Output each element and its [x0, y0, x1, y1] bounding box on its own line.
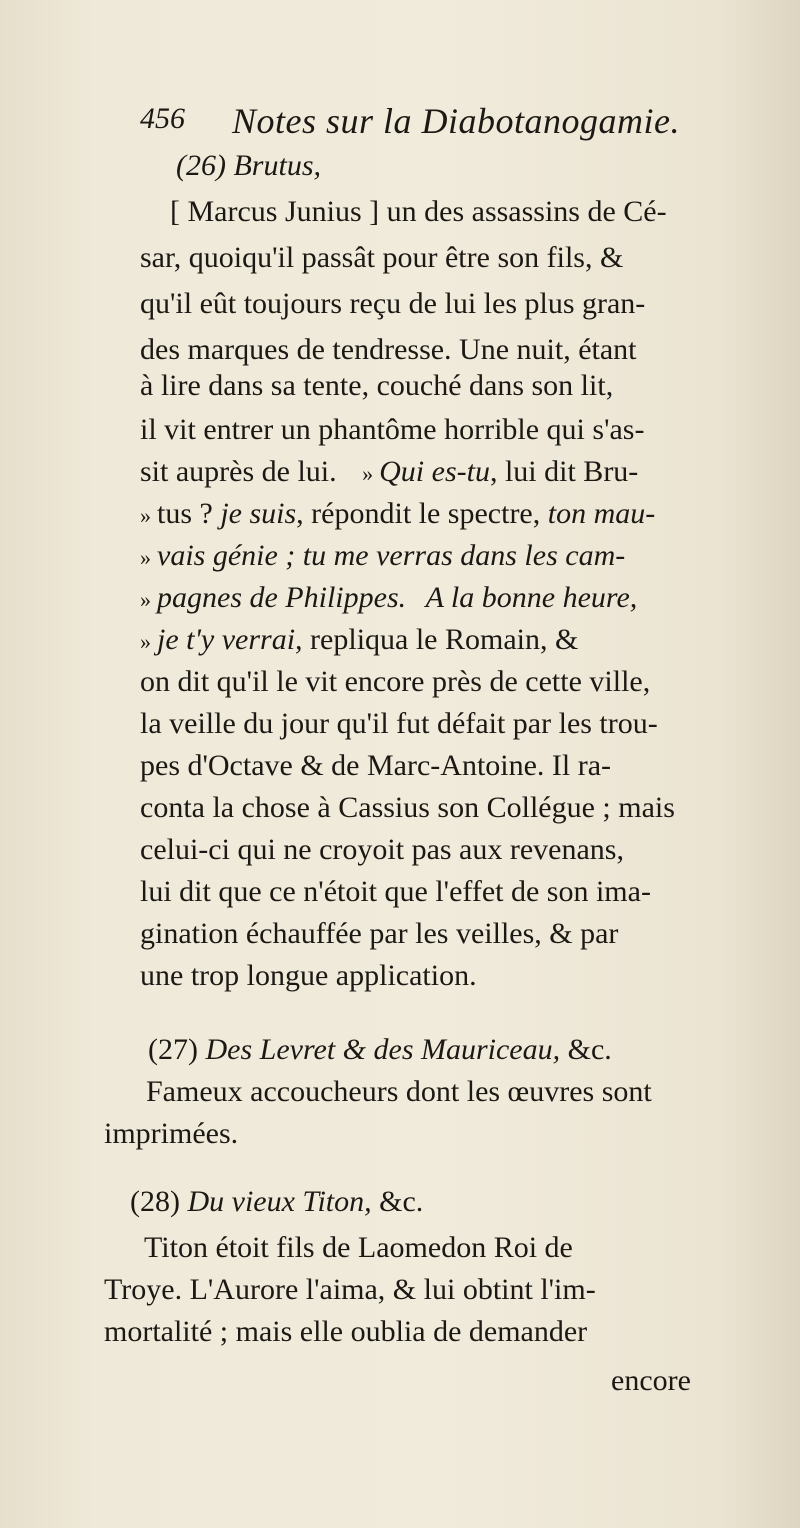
- text-line: lui dit que ce n'étoit que l'effet de son ima-: [140, 875, 651, 908]
- text-line: la veille du jour qu'il fut défait par les trou-: [140, 707, 658, 740]
- text-line: [ Marcus Junius ] un des assassins de Cé-: [170, 195, 667, 228]
- text-line: mortalité ; mais elle oublia de demander: [104, 1315, 588, 1348]
- text-line: Troye. L'Aurore l'aima, & lui obtint l'im-: [104, 1273, 596, 1306]
- text-line: [140, 578, 637, 620]
- quote-mark: »: [362, 461, 374, 486]
- text-line: une trop longue application.: [140, 959, 477, 992]
- text-run-italic: je t'y verrai,: [157, 623, 303, 656]
- text-run-italic: A la bonne heure,: [425, 581, 638, 614]
- running-title: Notes sur la Diabotanogamie.: [232, 101, 681, 141]
- text-line: [140, 452, 638, 494]
- text-run: repliqua le Romain, &: [310, 623, 579, 656]
- text-line: Fameux accoucheurs dont les œuvres sont: [146, 1075, 652, 1108]
- note-26-heading: (26) Brutus,: [176, 149, 321, 182]
- note-number: (27): [148, 1033, 198, 1066]
- text-line: Titon étoit fils de Laomedon Roi de: [144, 1231, 573, 1264]
- text-line: sar, quoiqu'il passât pour être son fils, &: [140, 241, 624, 274]
- text-run-italic: je suis: [220, 497, 297, 530]
- page-number: 456: [140, 102, 185, 135]
- text-line: on dit qu'il le vit encore près de cette ville,: [140, 665, 651, 698]
- text-line: il vit entrer un phantôme horrible qui s'as-: [140, 413, 645, 446]
- page-header: [140, 100, 740, 144]
- quote-mark: »: [140, 503, 151, 528]
- note-etc: &c.: [379, 1185, 424, 1218]
- text-line: [140, 620, 578, 662]
- text-line: [140, 494, 655, 536]
- text-line: conta la chose à Cassius son Collégue ; mais: [140, 791, 675, 824]
- quote-mark: »: [140, 545, 151, 570]
- catchword: encore: [611, 1364, 691, 1397]
- text-line: gination échauffée par les veilles, & par: [140, 917, 619, 950]
- note-27-heading: [148, 1030, 612, 1070]
- text-run-italic: ton mau-: [547, 497, 656, 530]
- quote-mark: »: [140, 629, 151, 654]
- note-title: Des Levret & des Mauriceau,: [205, 1033, 561, 1066]
- note-title: Du vieux Titon,: [187, 1185, 372, 1218]
- text-run: tus ?: [157, 497, 213, 530]
- note-etc: &c.: [567, 1033, 612, 1066]
- text-run: sit auprès de lui.: [140, 455, 337, 488]
- text-line: des marques de tendresse. Une nuit, étant: [140, 333, 637, 366]
- text-line: pes d'Octave & de Marc-Antoine. Il ra-: [140, 749, 612, 782]
- text-line: [140, 536, 625, 578]
- quote-mark: »: [140, 587, 151, 612]
- text-line: celui-ci qui ne croyoit pas aux revenans,: [140, 833, 624, 866]
- note-28-heading: [130, 1182, 423, 1222]
- text-run-italic: vais génie ; tu me verras dans les cam-: [157, 539, 626, 572]
- text-line: qu'il eût toujours reçu de lui les plus gran-: [140, 287, 646, 320]
- text-line: à lire dans sa tente, couché dans son lit,: [140, 369, 614, 402]
- text-run-italic: pagnes de Philippes.: [157, 581, 407, 614]
- text-run-italic: Qui es-tu: [379, 455, 490, 488]
- text-run: , répondit le spectre,: [296, 497, 541, 530]
- note-number: (28): [130, 1185, 180, 1218]
- text-line: imprimées.: [104, 1117, 239, 1150]
- text-run: , lui dit Bru-: [489, 455, 639, 488]
